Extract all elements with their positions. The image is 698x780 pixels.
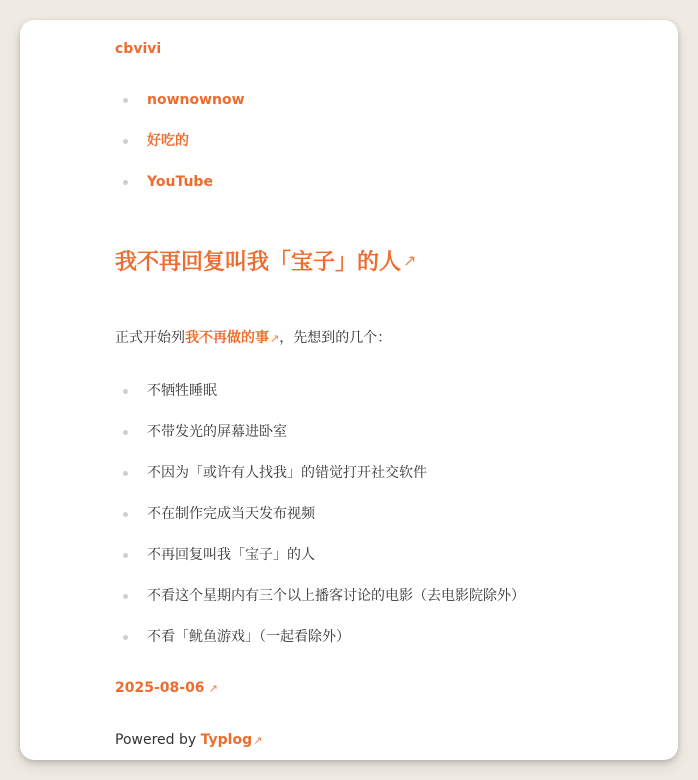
post-date: 2025-08-06 — [115, 680, 205, 696]
list-item: 不看这个星期内有三个以上播客讨论的电影（去电影院除外） — [115, 586, 525, 627]
footer — [115, 730, 262, 751]
list-item: 不看「鱿鱼游戏」（一起看除外） — [115, 627, 525, 668]
list-item: 不牺牲睡眠 — [115, 381, 525, 422]
post-lead — [115, 327, 391, 350]
nav-list — [115, 90, 245, 213]
typlog-link-text: Typlog — [200, 732, 253, 748]
nav-link-youtube[interactable]: YouTube — [147, 174, 213, 190]
external-arrow-icon: ↗ — [403, 251, 417, 270]
list-item: 不因为「或许有人找我」的错觉打开社交软件 — [115, 463, 525, 504]
list-item: 不带发光的屏幕进卧室 — [115, 422, 525, 463]
powered-by-text: Powered by — [115, 732, 197, 748]
external-arrow-icon: ↗ — [270, 332, 280, 345]
lead-link-text: 我不再做的事 — [185, 330, 269, 346]
nav-item-food — [115, 131, 245, 172]
nav-item-youtube — [115, 172, 245, 213]
post-date-link[interactable] — [115, 678, 218, 699]
external-arrow-icon: ↗ — [208, 682, 218, 695]
nav-item-nownownow — [115, 90, 245, 131]
content-card — [20, 20, 678, 760]
post-title-link[interactable] — [115, 250, 416, 275]
nav-link-nownownow[interactable]: nownownow — [147, 92, 245, 108]
external-arrow-icon: ↗ — [253, 734, 263, 747]
post-title — [115, 246, 416, 278]
post-title-text: 我不再回复叫我「宝子」的人 — [115, 250, 402, 275]
site-title-link[interactable]: cbvivi — [115, 41, 162, 57]
post-items-list — [115, 381, 525, 668]
nav-link-food[interactable]: 好吃的 — [147, 133, 189, 149]
list-item: 不在制作完成当天发布视频 — [115, 504, 525, 545]
lead-link[interactable] — [185, 330, 279, 346]
typlog-link[interactable] — [201, 732, 263, 748]
lead-suffix: ，先想到的几个： — [279, 330, 392, 346]
lead-prefix: 正式开始列 — [115, 330, 185, 346]
list-item: 不再回复叫我「宝子」的人 — [115, 545, 525, 586]
